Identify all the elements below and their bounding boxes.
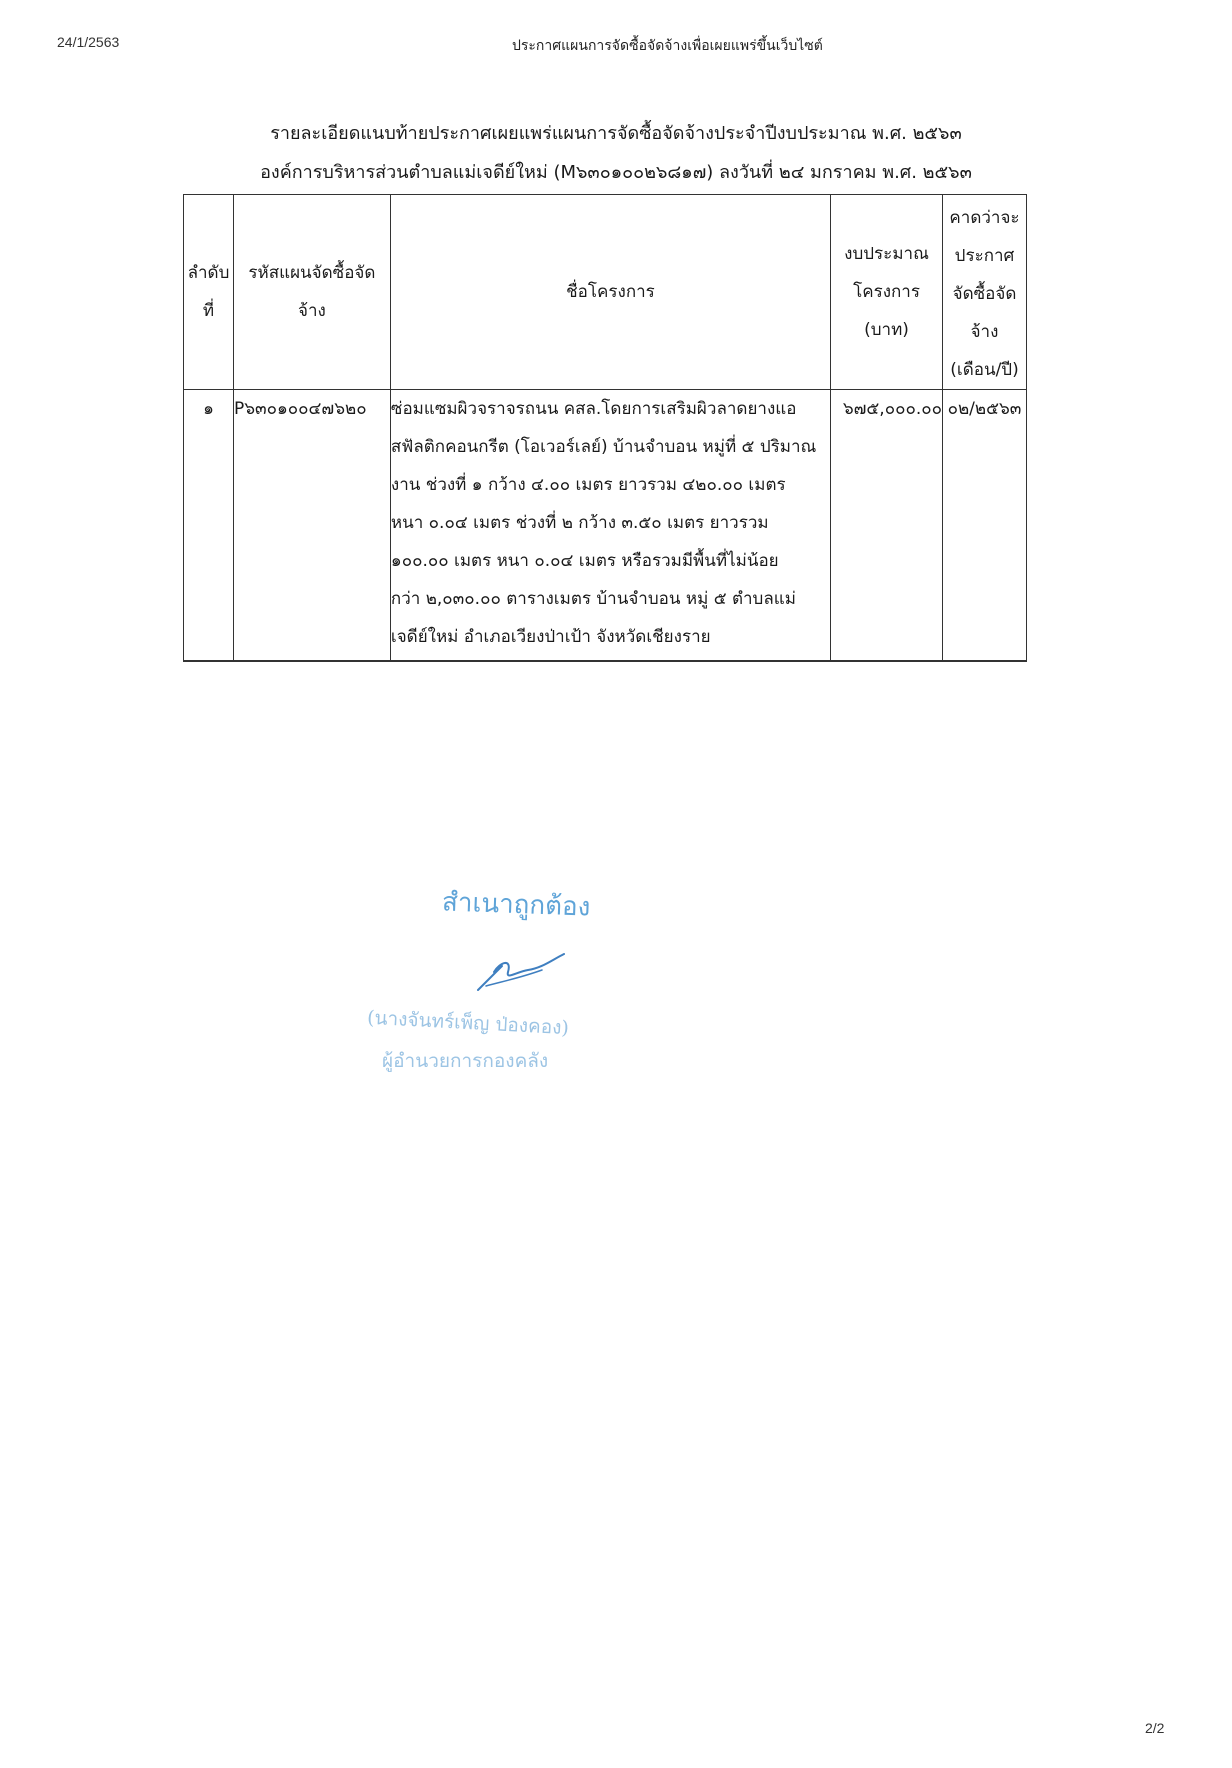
header-no-line: ที่ <box>202 301 215 321</box>
header-project-name <box>390 195 830 390</box>
table-row <box>184 390 1027 662</box>
page-number: 2/2 <box>1145 1720 1165 1736</box>
header-name-line: ชื่อโครงการ <box>566 282 655 302</box>
row-plan-code: P๖๓๐๑๐๐๔๗๖๒๐ <box>233 390 390 662</box>
header-due-line: จัดซื้อจัด <box>952 284 1017 304</box>
attachment-title: รายละเอียดแนบท้ายประกาศเผยแพร่แผนการจัดซื้อจัดจ้างประจำปีงบประมาณ พ.ศ. ๒๕๖๓ <box>270 123 962 144</box>
project-name-line: ซ่อมแซมผิวจราจรถนน คสล.โดยการเสริมผิวลาดยางแอ <box>390 399 797 419</box>
header-due-line: (เดือน/ปี) <box>950 360 1019 380</box>
header-due-line: จ้าง <box>970 322 999 342</box>
row-project-name <box>390 390 830 662</box>
organization-line: องค์การบริหารส่วนตำบลแม่เจดีย์ใหม่ (M๖๓๐๑๐๐๒๖๘๑๗) ลงวันที่ ๒๔ มกราคม พ.ศ. ๒๕๖๓ <box>260 162 972 183</box>
header-budget-line: โครงการ <box>853 282 920 302</box>
project-name-line: ๑๐๐.๐๐ เมตร หนา ๐.๐๔ เมตร หรือรวมมีพื้นที่ไม่น้อย <box>390 551 779 571</box>
signer-position: ผู้อำนวยการกองคลัง <box>382 1050 549 1072</box>
project-name-line: กว่า ๒,๐๓๐.๐๐ ตารางเมตร บ้านจำบอน หมู่ ๕ ตำบลแม่ <box>390 589 796 609</box>
header-code-line: จ้าง <box>298 301 326 321</box>
project-name-line: เจดีย์ใหม่ อำเภอเวียงป่าเป้า จังหวัดเชียงราย <box>390 627 711 647</box>
project-name-line: งาน ช่วงที่ ๑ กว้าง ๔.๐๐ เมตร ยาวรวม ๔๒๐.๐๐ เมตร <box>390 475 786 495</box>
document-header-title: ประกาศแผนการจัดซื้อจัดจ้างเพื่อเผยแพร่ขึ้นเว็บไซต์ <box>512 38 823 54</box>
procurement-plan-table <box>183 194 1027 662</box>
header-no-line: ลำดับ <box>187 263 230 283</box>
header-expected-date <box>943 195 1027 390</box>
row-no: ๑ <box>184 390 234 662</box>
project-name-line: สฟัลติกคอนกรีต (โอเวอร์เลย์) บ้านจำบอน หมู่ที่ ๕ ปริมาณ <box>390 437 817 457</box>
header-budget <box>831 195 943 390</box>
row-expected-date: ๐๒/๒๕๖๓ <box>943 390 1027 662</box>
table-header-row <box>184 195 1027 390</box>
header-plan-code <box>233 195 390 390</box>
header-due-line: คาดว่าจะ <box>949 208 1020 228</box>
print-date: 24/1/2563 <box>57 34 120 50</box>
header-due-line: ประกาศ <box>954 246 1015 266</box>
handwritten-signature <box>472 942 572 1002</box>
signer-name: (นางจันทร์เพ็ญ ป่องคอง) <box>366 1006 570 1040</box>
row-budget: ๖๗๕,๐๐๐.๐๐ <box>831 390 943 662</box>
header-code-line: รหัสแผนจัดซื้อจัด <box>248 263 376 283</box>
header-no <box>184 195 234 390</box>
header-budget-line: (บาท) <box>864 320 909 340</box>
certified-copy-text: สำเนาถูกต้อง <box>441 887 591 923</box>
project-name-line: หนา ๐.๐๔ เมตร ช่วงที่ ๒ กว้าง ๓.๕๐ เมตร ยาวรวม <box>390 513 769 533</box>
header-budget-line: งบประมาณ <box>844 244 929 264</box>
